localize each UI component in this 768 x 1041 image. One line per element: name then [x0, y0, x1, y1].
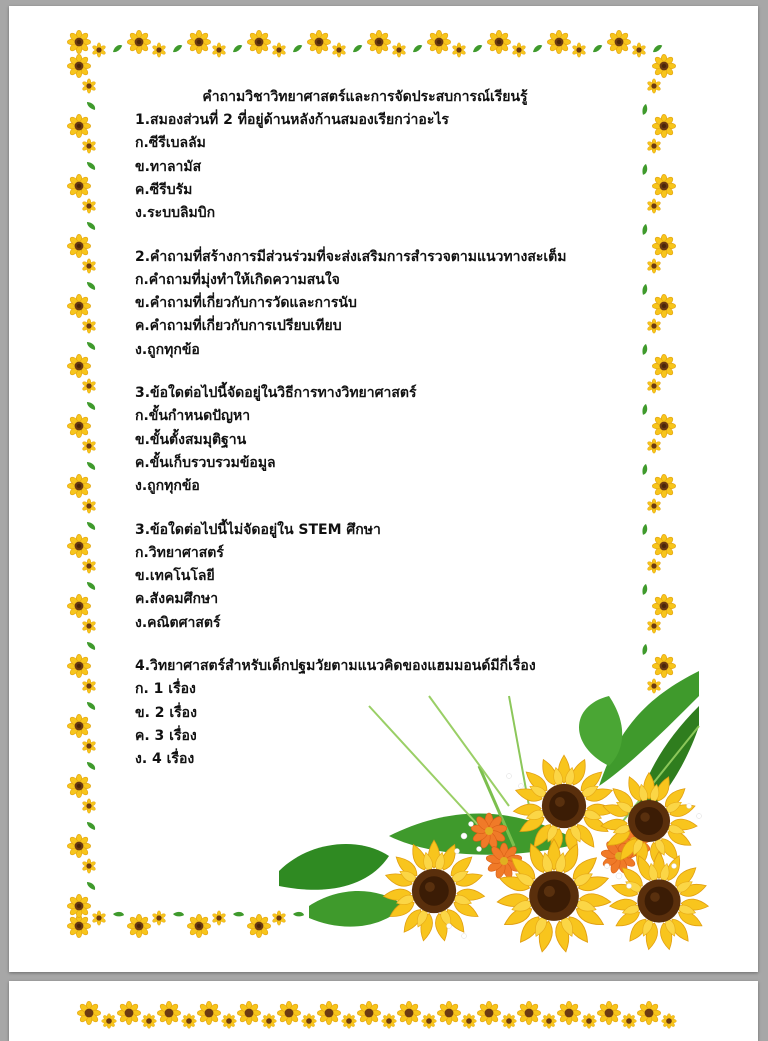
sunflower-icon — [82, 439, 96, 453]
leaf-icon — [86, 760, 96, 772]
sunflower-icon — [82, 499, 96, 513]
sunflower-icon — [237, 1001, 260, 1024]
leaf-icon — [171, 44, 183, 53]
sunflower-icon — [127, 914, 150, 937]
choice-option: ข.คำถามที่เกี่ยวกับการวัดและการนับ — [135, 295, 357, 312]
choice-option: ก. 1 เรื่อง — [135, 681, 196, 698]
sunflower-icon — [262, 1014, 277, 1029]
leaf-icon — [231, 44, 243, 53]
sunflower-icon — [82, 259, 96, 273]
leaf-icon — [291, 44, 303, 53]
sunflower-icon — [597, 1001, 620, 1024]
choice-option: ค. 3 เรื่อง — [135, 727, 197, 744]
leaf-icon — [86, 400, 96, 412]
sunflower-icon — [487, 30, 510, 53]
leaf-icon — [173, 910, 185, 919]
sunflower-icon — [272, 43, 286, 57]
sunflower-icon — [82, 199, 96, 213]
sunflower-icon — [272, 911, 286, 925]
sunflower-icon — [82, 739, 96, 753]
leaf-icon — [86, 160, 96, 172]
leaf-icon — [86, 580, 96, 592]
sunflower-icon — [397, 1001, 420, 1024]
leaf-icon — [86, 880, 96, 892]
document-title: คำถามวิชาวิทยาศาสตร์และการจัดประสบการณ์เรียนรู้ — [202, 89, 528, 105]
leaf-icon — [86, 520, 96, 532]
sunflower-icon — [542, 1014, 557, 1029]
sunflower-icon — [342, 1014, 357, 1029]
sunflower-icon — [102, 1014, 117, 1029]
choice-option: ข.ขั้นตั้งสมมุติฐาน — [135, 431, 247, 448]
sunflower-icon — [157, 1001, 180, 1024]
sunflower-icon — [652, 54, 675, 77]
sunflower-icon — [277, 1001, 300, 1024]
sunflower-icon — [77, 1001, 100, 1024]
choice-option: ง.คณิตศาสตร์ — [135, 614, 221, 631]
leaf-icon — [471, 44, 483, 53]
choice-option: ง.ถูกทุกข้อ — [135, 341, 200, 358]
sunflower-icon — [547, 30, 570, 53]
choice-option: ข.ทาลามัส — [135, 158, 202, 175]
leaf-icon — [86, 340, 96, 352]
sunflower-icon — [332, 43, 346, 57]
leaf-icon — [351, 44, 363, 53]
sunflower-icon — [67, 354, 90, 377]
sunflower-icon — [82, 79, 96, 93]
sunflower-icon — [92, 911, 106, 925]
leaf-icon — [86, 700, 96, 712]
sunflower-icon — [142, 1014, 157, 1029]
leaf-icon — [86, 280, 96, 292]
sunflower-icon — [572, 43, 586, 57]
sunflower-icon — [317, 1001, 340, 1024]
sunflower-icon — [427, 30, 450, 53]
choice-option: ก.คำถามที่มุ่งทำให้เกิดความสนใจ — [135, 271, 340, 288]
sunflower-icon — [67, 294, 90, 317]
question-text: 1.สมองส่วนที่ 2 ที่อยู่ด้านหลังก้านสมองเรียกว่าอะไร — [135, 112, 449, 129]
sunflower-icon — [92, 43, 106, 57]
choice-option: ค.คำถามที่เกี่ยวกับการเปรียบเทียบ — [135, 318, 342, 335]
leaf-icon — [86, 820, 96, 832]
sunflower-icon — [152, 43, 166, 57]
leaf-icon — [86, 640, 96, 652]
choice-option: ง.ถูกทุกข้อ — [135, 478, 200, 495]
choice-option: ข.เทคโนโลยี — [135, 568, 215, 585]
leaf-icon — [651, 44, 663, 53]
sunflower-icon — [622, 1014, 637, 1029]
sunflower-icon — [152, 911, 166, 925]
sunflower-icon — [82, 559, 96, 573]
sunflower-icon — [357, 1001, 380, 1024]
sunflower-icon — [367, 30, 390, 53]
sunflower-icon — [67, 534, 90, 557]
sunflower-icon — [67, 474, 90, 497]
sunflower-icon — [82, 679, 96, 693]
sunflower-icon — [392, 43, 406, 57]
sunflower-icon — [582, 1014, 597, 1029]
sunflower-icon — [187, 30, 210, 53]
sunflower-icon — [82, 139, 96, 153]
sunflower-icon — [67, 714, 90, 737]
sunflower-icon — [67, 174, 90, 197]
leaf-icon — [233, 910, 245, 919]
leaf-icon — [591, 44, 603, 53]
sunflower-icon — [67, 30, 90, 53]
question-text: 3.ข้อใดต่อไปนี้จัดอยู่ในวิธีการทางวิทยาศาสตร์ — [135, 385, 417, 402]
choice-option: ข. 2 เรื่อง — [135, 704, 197, 721]
sunflower-icon — [117, 1001, 140, 1024]
leaf-icon — [86, 460, 96, 472]
sunflower-icon — [67, 414, 90, 437]
sunflower-icon — [307, 30, 330, 53]
sunflower-icon — [557, 1001, 580, 1024]
leaf-icon — [86, 100, 96, 112]
sunflower-icon — [517, 1001, 540, 1024]
sunflower-border-top — [9, 981, 758, 1041]
sunflower-icon — [67, 654, 90, 677]
sunflower-icon — [197, 1001, 220, 1024]
choice-option: ก.วิทยาศาสตร์ — [135, 544, 224, 561]
sunflower-icon — [662, 1014, 677, 1029]
sunflower-icon — [637, 1001, 660, 1024]
question-text: 3.ข้อใดต่อไปนี้ไม่จัดอยู่ใน STEM ศึกษา — [135, 521, 381, 538]
choice-option: ค.สังคมศึกษา — [135, 591, 219, 608]
choice-option: ค.ขั้นเก็บรวบรวมข้อมูล — [135, 454, 276, 471]
choice-option: ง.ระบบลิมบิก — [135, 205, 216, 222]
question-text: 2.คำถามที่สร้างการมีส่วนร่วมที่จะส่งเสริมการสำรวจตามแนวทางสะเต็ม — [135, 248, 567, 265]
sunflower-icon — [302, 1014, 317, 1029]
sunflower-icon — [67, 774, 90, 797]
sunflower-icon — [67, 54, 90, 77]
sunflower-icon — [67, 114, 90, 137]
sunflower-icon — [67, 834, 90, 857]
sunflower-icon — [477, 1001, 500, 1024]
choice-option: ค.ซีรีบรัม — [135, 181, 193, 198]
sunflower-icon — [632, 43, 646, 57]
sunflower-icon — [82, 319, 96, 333]
document-page — [9, 6, 758, 972]
sunflower-icon — [437, 1001, 460, 1024]
sunflower-icon — [247, 30, 270, 53]
choice-option: ก.ซีรีเบลลัม — [135, 135, 206, 152]
sunflower-icon — [222, 1014, 237, 1029]
sunflower-icon — [422, 1014, 437, 1029]
sunflower-icon — [382, 1014, 397, 1029]
sunflower-icon — [67, 594, 90, 617]
choice-option: ก.ขั้นกำหนดปัญหา — [135, 408, 251, 425]
sunflower-icon — [512, 43, 526, 57]
sunflower-icon — [462, 1014, 477, 1029]
leaf-icon — [293, 910, 305, 919]
leaf-icon — [531, 44, 543, 53]
question-block-2 — [135, 246, 675, 362]
question-block-1 — [135, 109, 675, 225]
sunflower-icon — [212, 43, 226, 57]
question-block-4 — [135, 519, 675, 635]
sunflower-icon — [82, 859, 96, 873]
leaf-icon — [411, 44, 423, 53]
quiz-content — [135, 86, 675, 771]
leaf-icon — [113, 910, 125, 919]
sunflower-icon — [212, 911, 226, 925]
sunflower-icon — [82, 619, 96, 633]
sunflower-icon — [67, 234, 90, 257]
sunflower-icon — [127, 30, 150, 53]
sunflower-icon — [247, 914, 270, 937]
question-block-3 — [135, 382, 675, 498]
sunflower-icon — [607, 30, 630, 53]
sunflower-icon — [187, 914, 210, 937]
leaf-icon — [111, 44, 123, 53]
sunflower-icon — [502, 1014, 517, 1029]
question-block-5 — [135, 655, 675, 771]
sunflower-icon — [82, 379, 96, 393]
choice-option: ง. 4 เรื่อง — [135, 751, 195, 768]
sunflower-icon — [452, 43, 466, 57]
next-page-preview — [9, 981, 758, 1041]
question-text: 4.วิทยาศาสตร์สำหรับเด็กปฐมวัยตามแนวคิดของแฮมมอนด์มีกี่เรื่อง — [135, 658, 536, 675]
sunflower-icon — [182, 1014, 197, 1029]
sunflower-icon — [82, 799, 96, 813]
leaf-icon — [86, 220, 96, 232]
sunflower-icon — [67, 894, 90, 917]
